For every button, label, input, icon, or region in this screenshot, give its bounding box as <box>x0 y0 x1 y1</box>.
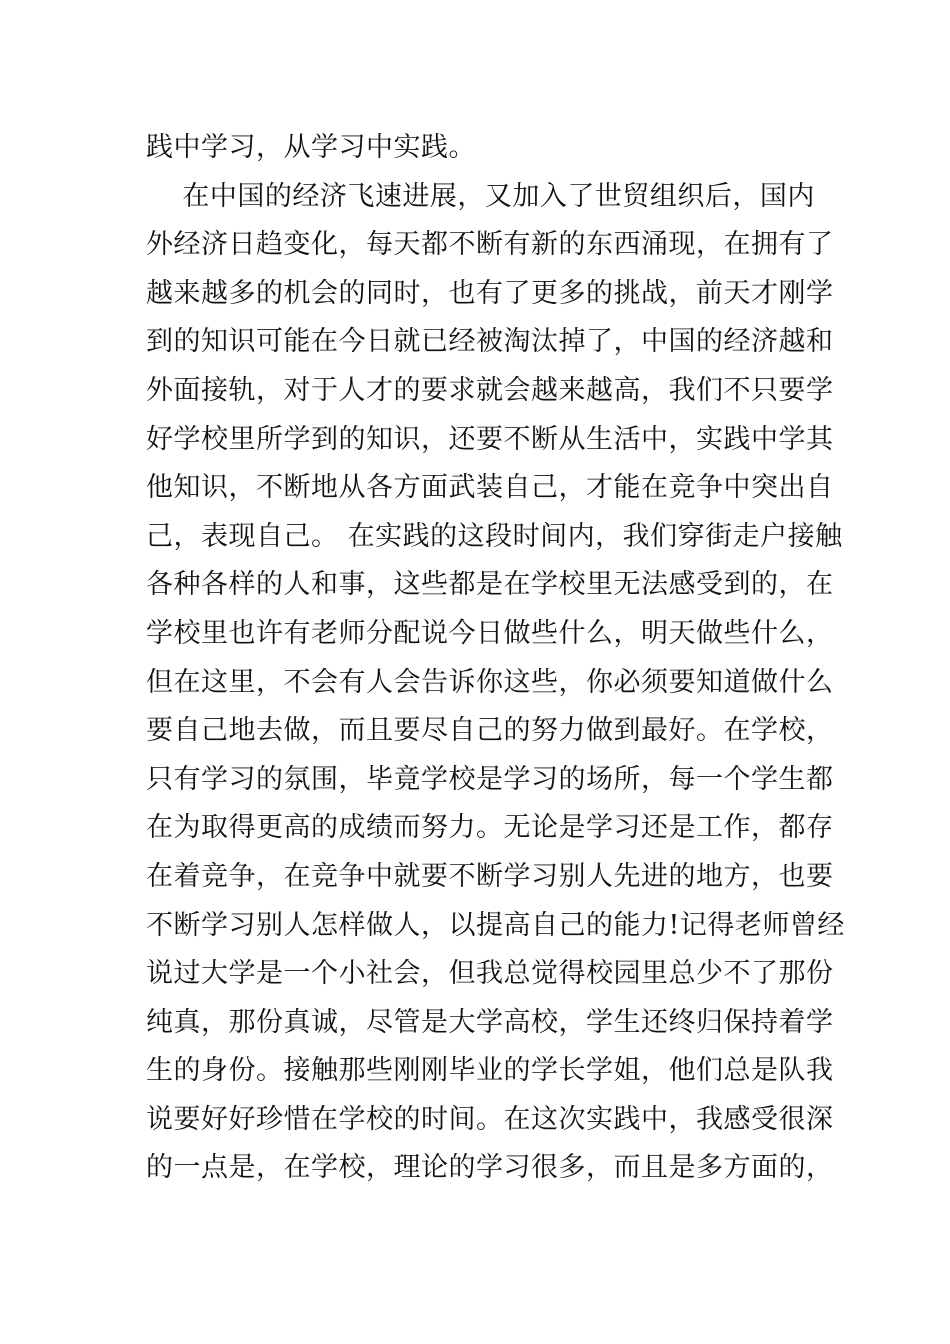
text-line: 说过大学是一个小社会，但我总觉得校园里总少不了那份 <box>146 958 834 990</box>
text-line: 只有学习的氛围，毕竟学校是学习的场所，每一个学生都 <box>146 763 834 795</box>
text-line: 践中学习，从学习中实践。 <box>146 132 476 163</box>
text-line: 越来越多的机会的同时，也有了更多的挑战，前天才刚学 <box>146 277 834 309</box>
body-text <box>146 124 845 1193</box>
text-line: 的一点是，在学校，理论的学习很多，而且是多方面的， <box>146 1152 834 1184</box>
text-line: 各种各样的人和事，这些都是在学校里无法感受到的，在 <box>146 569 834 601</box>
text-line: 但在这里，不会有人会告诉你这些，你必须要知道做什么 <box>146 666 834 698</box>
text-line: 他知识，不断地从各方面武装自己，才能在竞争中突出自 <box>146 472 834 504</box>
text-line: 纯真，那份真诚，尽管是大学高校，学生还终归保持着学 <box>146 1006 834 1038</box>
text-line: 在着竞争，在竞争中就要不断学习别人先进的地方，也要 <box>146 860 834 892</box>
text-line: 在中国的经济飞速进展，又加入了世贸组织后，国内 <box>146 180 815 212</box>
text-line: 外经济日趋变化，每天都不断有新的东西涌现，在拥有了 <box>146 229 834 261</box>
text-line: 说要好好珍惜在学校的时间。在这次实践中，我感受很深 <box>146 1103 834 1135</box>
text-line: 生的身份。接触那些刚刚毕业的学长学姐，他们总是队我 <box>146 1055 834 1087</box>
text-line: 己，表现自己。 在实践的这段时间内，我们穿街走户接触 <box>146 520 843 552</box>
text-line: 要自己地去做，而且要尽自己的努力做到最好。在学校， <box>146 715 834 747</box>
text-line: 学校里也许有老师分配说今日做些什么，明天做些什么， <box>146 617 834 649</box>
text-line: 不断学习别人怎样做人，以提高自己的能力!记得老师曾经 <box>146 909 845 941</box>
text-line: 好学校里所学到的知识，还要不断从生活中，实践中学其 <box>146 423 834 455</box>
text-line: 在为取得更高的成绩而努力。无论是学习还是工作，都存 <box>146 812 834 844</box>
text-line: 到的知识可能在今日就已经被淘汰掉了，中国的经济越和 <box>146 326 834 358</box>
text-line: 外面接轨，对于人才的要求就会越来越高，我们不只要学 <box>146 374 834 406</box>
